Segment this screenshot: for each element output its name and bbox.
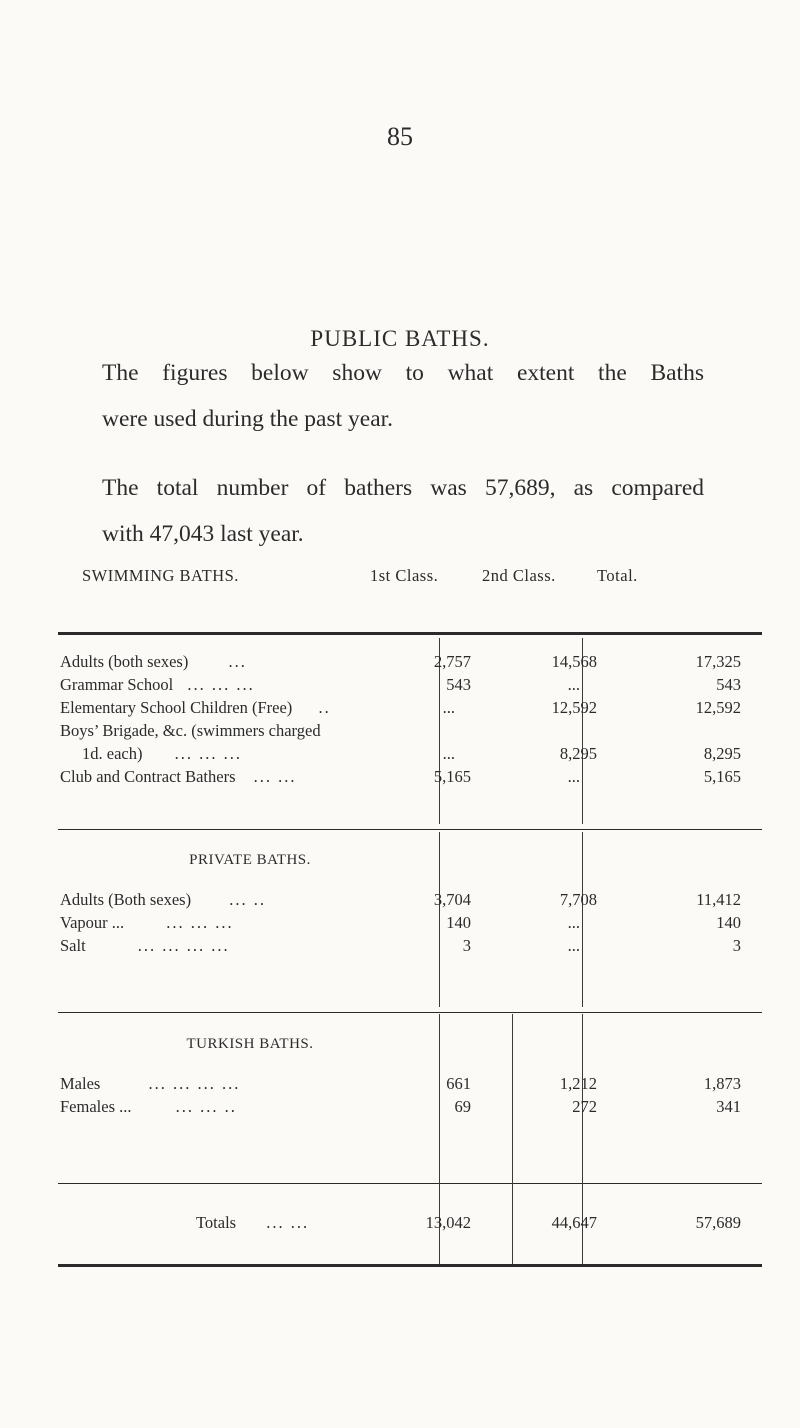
cell-first-class: 140 [446,913,471,932]
cell-second-class: 272 [572,1097,597,1116]
page-title: PUBLIC BATHS. [310,326,490,351]
cell-second-class: ... [567,913,580,932]
table-top-rule [58,632,762,635]
row-label: Club and Contract Bathers ... ... [60,767,297,786]
totals-paragraph [102,465,704,557]
cell-first-class: ... [442,744,455,763]
cell-total: 12,592 [695,698,741,717]
cell-first-class: 3,704 [433,890,471,909]
row-label: Males ... ... ... ... [60,1074,241,1093]
cell-second-class: 14,568 [551,652,597,671]
cell-first-class: 69 [454,1097,471,1116]
cell-total: 1,873 [703,1074,741,1093]
intro-line-2: were used during the past year. [102,406,394,432]
private-bottom-rule [58,1012,762,1013]
cell-second-class-total: 44,647 [551,1213,597,1232]
cell-first-class: 3 [462,936,471,955]
row-label: Females ... ... ... .. [60,1097,237,1116]
table-bottom-rule [58,1264,762,1267]
cell-second-class: 8,295 [559,744,597,763]
cell-second-class: ... [567,767,580,786]
cell-total: 17,325 [695,652,741,671]
row-label-continued: 1d. each) ... ... ... [82,744,242,763]
cell-second-class: ... [567,936,580,955]
row-label: Grammar School ... ... ... [60,675,255,694]
cell-first-class: ... [442,698,455,717]
col-divider-3-b [582,832,583,1007]
col-header-total: Total. [597,566,638,585]
row-label: Vapour ... ... ... ... [60,913,234,932]
swimming-baths-heading: SWIMMING BATHS. [82,566,239,585]
cell-first-class: 543 [446,675,471,694]
cell-first-class: 661 [446,1074,471,1093]
cell-second-class: 1,212 [559,1074,597,1093]
cell-total: 341 [716,1097,741,1116]
row-label: Salt ... ... ... ... [60,936,230,955]
row-label: Adults (both sexes) ... [60,652,247,671]
cell-total: 11,412 [696,890,741,909]
cell-first-class-total: 13,042 [425,1213,471,1232]
cell-total: 543 [716,675,741,694]
cell-second-class: ... [567,675,580,694]
intro-paragraph [102,350,704,442]
turkish-baths-heading: TURKISH BATHS. [186,1036,314,1052]
cell-total: 140 [716,913,741,932]
cell-first-class: 2,757 [433,652,471,671]
cell-grand-total: 57,689 [695,1213,741,1232]
col-header-second-class: 2nd Class. [482,566,556,585]
cell-first-class: 5,165 [433,767,471,786]
turkish-bottom-rule [58,1183,762,1184]
cell-second-class: 12,592 [551,698,597,717]
row-label: Elementary School Children (Free) .. [60,698,331,717]
cell-second-class: 7,708 [559,890,597,909]
totals-line-1: The total number of bathers was 57,689, as compared [102,475,704,501]
row-label: Adults (Both sexes) ... .. [60,890,266,909]
totals-line-2: with 47,043 last year. [102,521,304,547]
row-label: Boys’ Brigade, &c. (swimmers charged [60,721,321,740]
page-number: 85 [387,122,413,151]
totals-label: Totals ... ... [196,1213,310,1232]
private-baths-heading: PRIVATE BATHS. [189,852,311,868]
cell-total: 5,165 [703,767,741,786]
intro-line-1: The figures below show to what extent the Baths [102,360,704,386]
cell-total: 8,295 [703,744,741,763]
swimming-bottom-rule [58,829,762,830]
col-header-first-class: 1st Class. [370,566,439,585]
cell-total: 3 [732,936,741,955]
